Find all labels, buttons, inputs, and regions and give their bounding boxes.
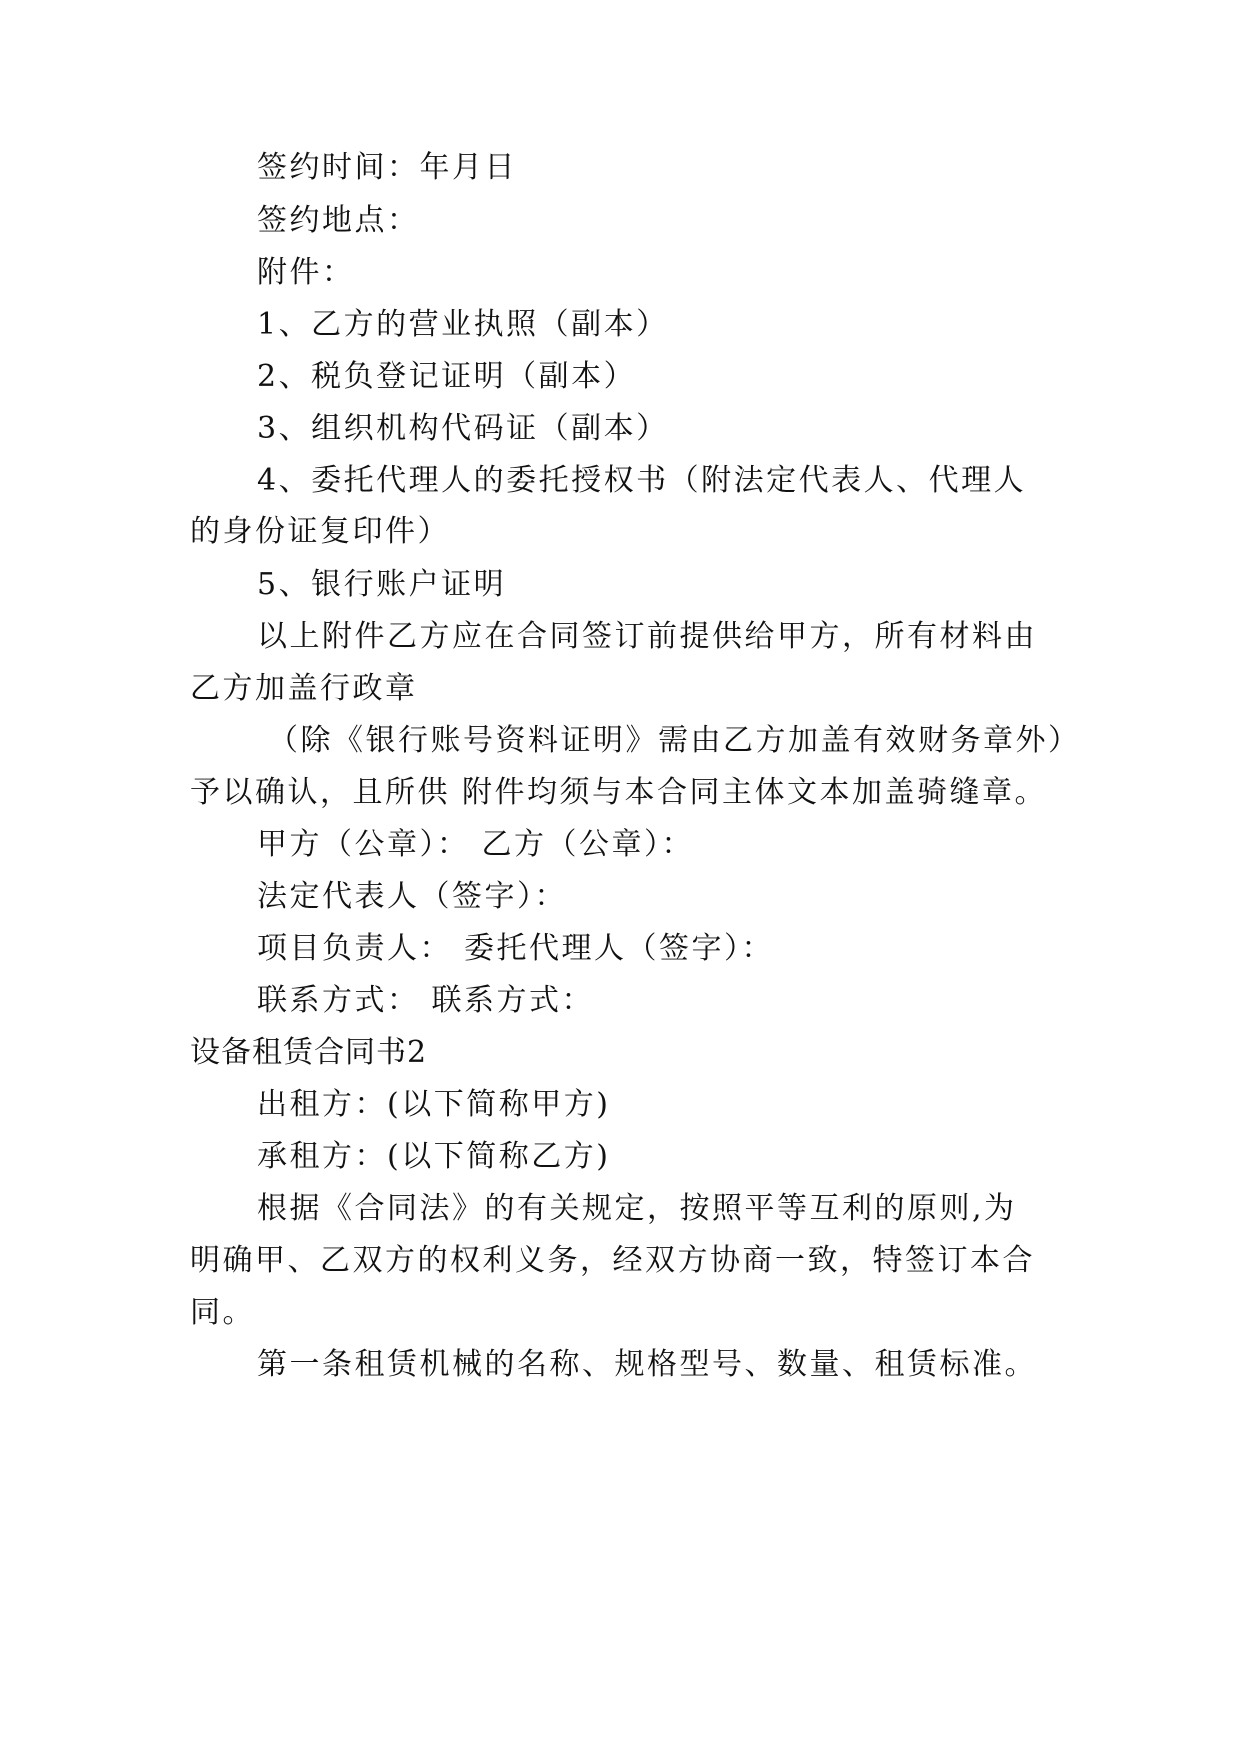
project-manager-line: 项目负责人： 委托代理人（签字）： [257,931,775,966]
attachment-item-2: 2、税负登记证明（副本） [257,359,637,394]
attachment-item-1: 1、乙方的营业执照（副本） [257,307,669,342]
attachment-item-4-continued: 的身份证复印件） [190,514,450,549]
seal-requirement-line: 予以确认，且所供 附件均须与本合同主体文本加盖骑缝章。 [190,775,1048,810]
preamble-continued: 明确甲、乙双方的权利义务，经双方协商一致，特签订本合 [190,1243,1035,1278]
lessee-line: 承租方：(以下简称乙方) [257,1139,611,1174]
attachments-note-continued: 乙方加盖行政章 [190,671,418,706]
bank-exception-note: （除《银行账号资料证明》需由乙方加盖有效财务章外） [268,723,1081,758]
signing-time-line: 签约时间：年月日 [257,150,517,185]
attachment-item-4: 4、委托代理人的委托授权书（附法定代表人、代理人 [257,463,1027,498]
contact-line: 联系方式： 联系方式： [257,983,595,1018]
lessor-line: 出租方：(以下简称甲方) [257,1087,611,1122]
legal-representative-line: 法定代表人（签字）： [257,879,567,914]
contract-title: 设备租赁合同书2 [190,1035,428,1070]
signing-place-line: 签约地点： [257,203,420,238]
preamble-end: 同。 [190,1295,255,1330]
party-seals-line: 甲方（公章）： 乙方（公章）： [257,827,695,862]
attachments-note-paragraph: 以上附件乙方应在合同签订前提供给甲方，所有材料由 [257,619,1037,654]
article-one-heading: 第一条租赁机械的名称、规格型号、数量、租赁标准。 [257,1347,1037,1382]
preamble-paragraph: 根据《合同法》的有关规定，按照平等互利的原则,为 [257,1191,1017,1226]
attachment-item-3: 3、组织机构代码证（副本） [257,411,669,446]
attachment-item-5: 5、银行账户证明 [257,567,507,602]
attachments-heading: 附件： [257,255,355,290]
